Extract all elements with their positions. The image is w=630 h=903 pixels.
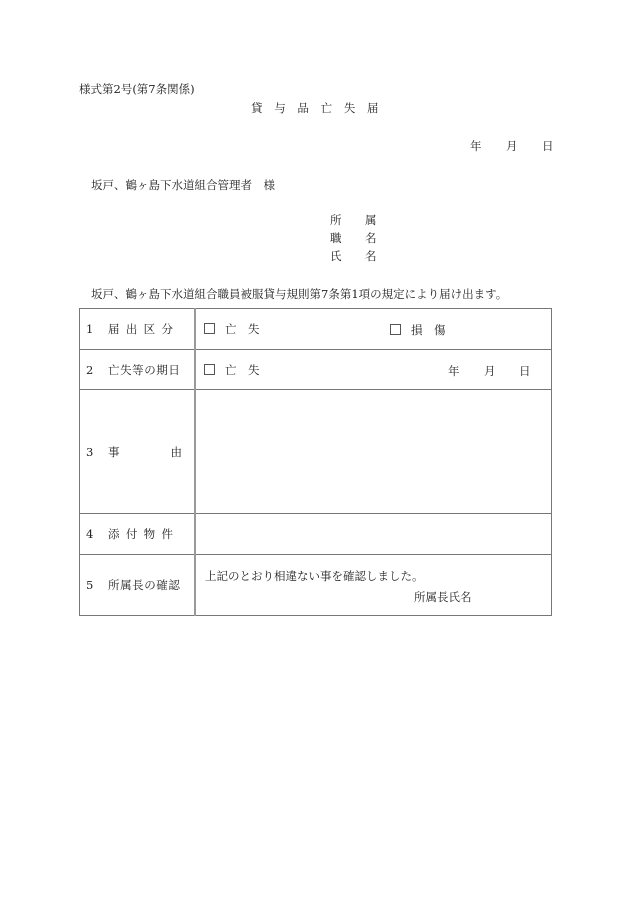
supervisor-name-label: 所属長氏名: [414, 590, 472, 604]
date-year: 年: [470, 139, 482, 153]
confirmation-text: 上記のとおり相違ない事を確認しました。: [205, 569, 424, 583]
table-row: [80, 309, 552, 350]
document-title: 貸 与 品 亡 失 届: [251, 101, 383, 115]
form-number: 様式第2号(第7条関係): [79, 82, 195, 96]
option-loss-date[interactable]: 亡 失: [204, 363, 260, 377]
row-label: 3 事 由: [80, 390, 196, 514]
statement: 坂戸、鶴ヶ島下水道組合職員被服貸与規則第7条第1項の規定により届け出ます。: [91, 287, 508, 301]
table-row: [80, 350, 552, 390]
checkbox-icon[interactable]: [204, 364, 215, 375]
date-month: 月: [506, 139, 518, 153]
report-type-cell: [195, 309, 552, 350]
row-label: 4 添付物件: [80, 514, 196, 555]
reason-field[interactable]: [195, 390, 552, 514]
report-form-table: [79, 308, 552, 616]
row-label: 1 届出区分: [80, 309, 196, 350]
addressee: 坂戸、鶴ヶ島下水道組合管理者 様: [91, 178, 275, 192]
option-damage[interactable]: 損 傷: [390, 322, 446, 338]
loss-date-cell[interactable]: 亡 失 年 月 日: [195, 350, 552, 390]
supervisor-confirmation-cell[interactable]: [195, 555, 552, 616]
table-row: [80, 390, 552, 514]
table-row: [80, 555, 552, 616]
row-label: 5 所属長の確認: [80, 555, 196, 616]
row-label: 2 亡失等の期日: [80, 350, 196, 390]
attachments-field[interactable]: [195, 514, 552, 555]
date-day: 日: [542, 139, 554, 153]
checkbox-icon[interactable]: [390, 324, 401, 335]
table-row: [80, 514, 552, 555]
checkbox-icon[interactable]: [204, 323, 215, 334]
option-loss[interactable]: 亡 失: [204, 322, 260, 336]
